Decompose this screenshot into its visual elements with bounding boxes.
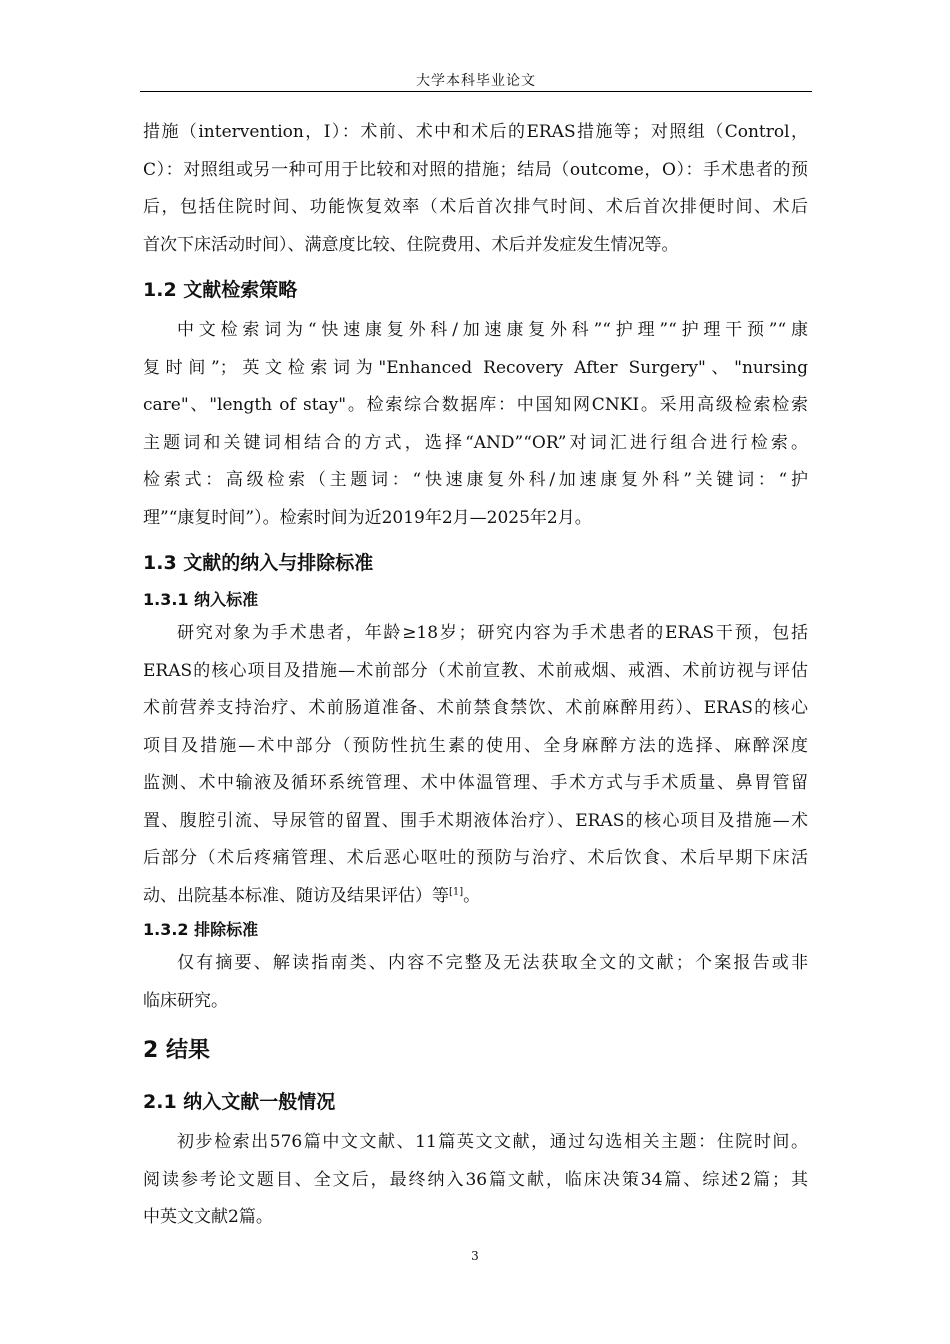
body-line: ERAS的核心项目及措施—术前部分（术前宣教、术前戒烟、戒酒、术前访视与评估 (143, 660, 808, 681)
body-line: 措施（intervention，I）：术前、术中和术后的ERAS措施等；对照组（Control， (143, 122, 808, 142)
section-heading-2-1: 2.1 纳入文献一般情况 (143, 1091, 336, 1113)
subsection-heading-1-3-2: 1.3.2 排除标准 (143, 920, 259, 939)
chapter-heading-2: 2 结果 (143, 1038, 210, 1063)
body-line: 项目及措施—术中部分（预防性抗生素的使用、全身麻醉方法的选择、麻醉深度 (143, 735, 808, 756)
body-line-last (143, 878, 808, 916)
body-line: 主题词和关键词相结合的方式，选择“AND”“OR”对词汇进行组合进行检索。 (143, 432, 808, 453)
body-line: 后部分（术后疼痛管理、术后恶心呕吐的预防与治疗、术后饮食、术后早期下床活 (143, 848, 808, 868)
body-line: 临床研究。 (143, 990, 228, 1011)
body-line: 置、腹腔引流、导尿管的留置、围手术期液体治疗）、ERAS的核心项目及措施—术 (143, 810, 808, 831)
section-heading-1-2: 1.2 文献检索策略 (143, 279, 298, 301)
page-number: 3 (471, 1249, 479, 1263)
body-line: 阅读参考论文题目、全文后，最终纳入36篇文献，临床决策34篇、综述2篇；其 (143, 1169, 808, 1190)
body-line: 中文检索词为“快速康复外科/加速康复外科”“护理”“护理干预”“康 (177, 320, 808, 340)
body-line: 理”“康复时间”）。检索时间为近2019年2月—2025年2月。 (143, 507, 592, 528)
subsection-heading-1-3-1: 1.3.1 纳入标准 (143, 590, 259, 609)
body-line: 监测、术中输液及循环系统管理、术中体温管理、手术方式与手术质量、鼻胃管留 (143, 773, 808, 793)
body-line: 首次下床活动时间）、满意度比较、住院费用、术后并发症发生情况等。 (143, 234, 679, 255)
page-content (143, 114, 808, 1237)
body-text: 。 (463, 885, 481, 906)
body-line: care"、"length of stay"。检索综合数据库：中国知网CNKI。采用高级检索检索 (143, 395, 808, 415)
body-line: C）：对照组或另一种可用于比较和对照的措施；结局（outcome，O）：手术患者的预 (143, 159, 808, 180)
body-line: 术前营养支持治疗、术前肠道准备、术前禁食禁饮、术前麻醉用药）、ERAS的核心 (143, 698, 808, 718)
body-line: 后，包括住院时间、功能恢复效率（术后首次排气时间、术后首次排便时间、术后 (143, 197, 808, 217)
running-header: 大学本科毕业论文 (416, 73, 536, 89)
citation-reference[interactable]: [1] (449, 885, 464, 897)
body-line: 仅有摘要、解读指南类、内容不完整及无法获取全文的文献；个案报告或非 (177, 953, 808, 973)
body-line: 初步检索出576篇中文文献、11篇英文文献，通过勾选相关主题：住院时间。 (177, 1132, 808, 1152)
body-text: 动、出院基本标准、随访及结果评估）等 (143, 885, 449, 906)
section-heading-1-3: 1.3 文献的纳入与排除标准 (143, 552, 374, 574)
body-line: 中英文文献2篇。 (143, 1207, 273, 1227)
body-line: 研究对象为手术患者，年龄≥18岁；研究内容为手术患者的ERAS干预，包括 (177, 623, 808, 643)
header-rule (140, 91, 812, 92)
body-line: 检索式：高级检索（主题词：“快速康复外科/加速康复外科”关键词：“护 (143, 470, 808, 490)
body-line: 复时间”；英文检索词为"Enhanced Recovery After Surgery"、"nursing (143, 357, 808, 378)
